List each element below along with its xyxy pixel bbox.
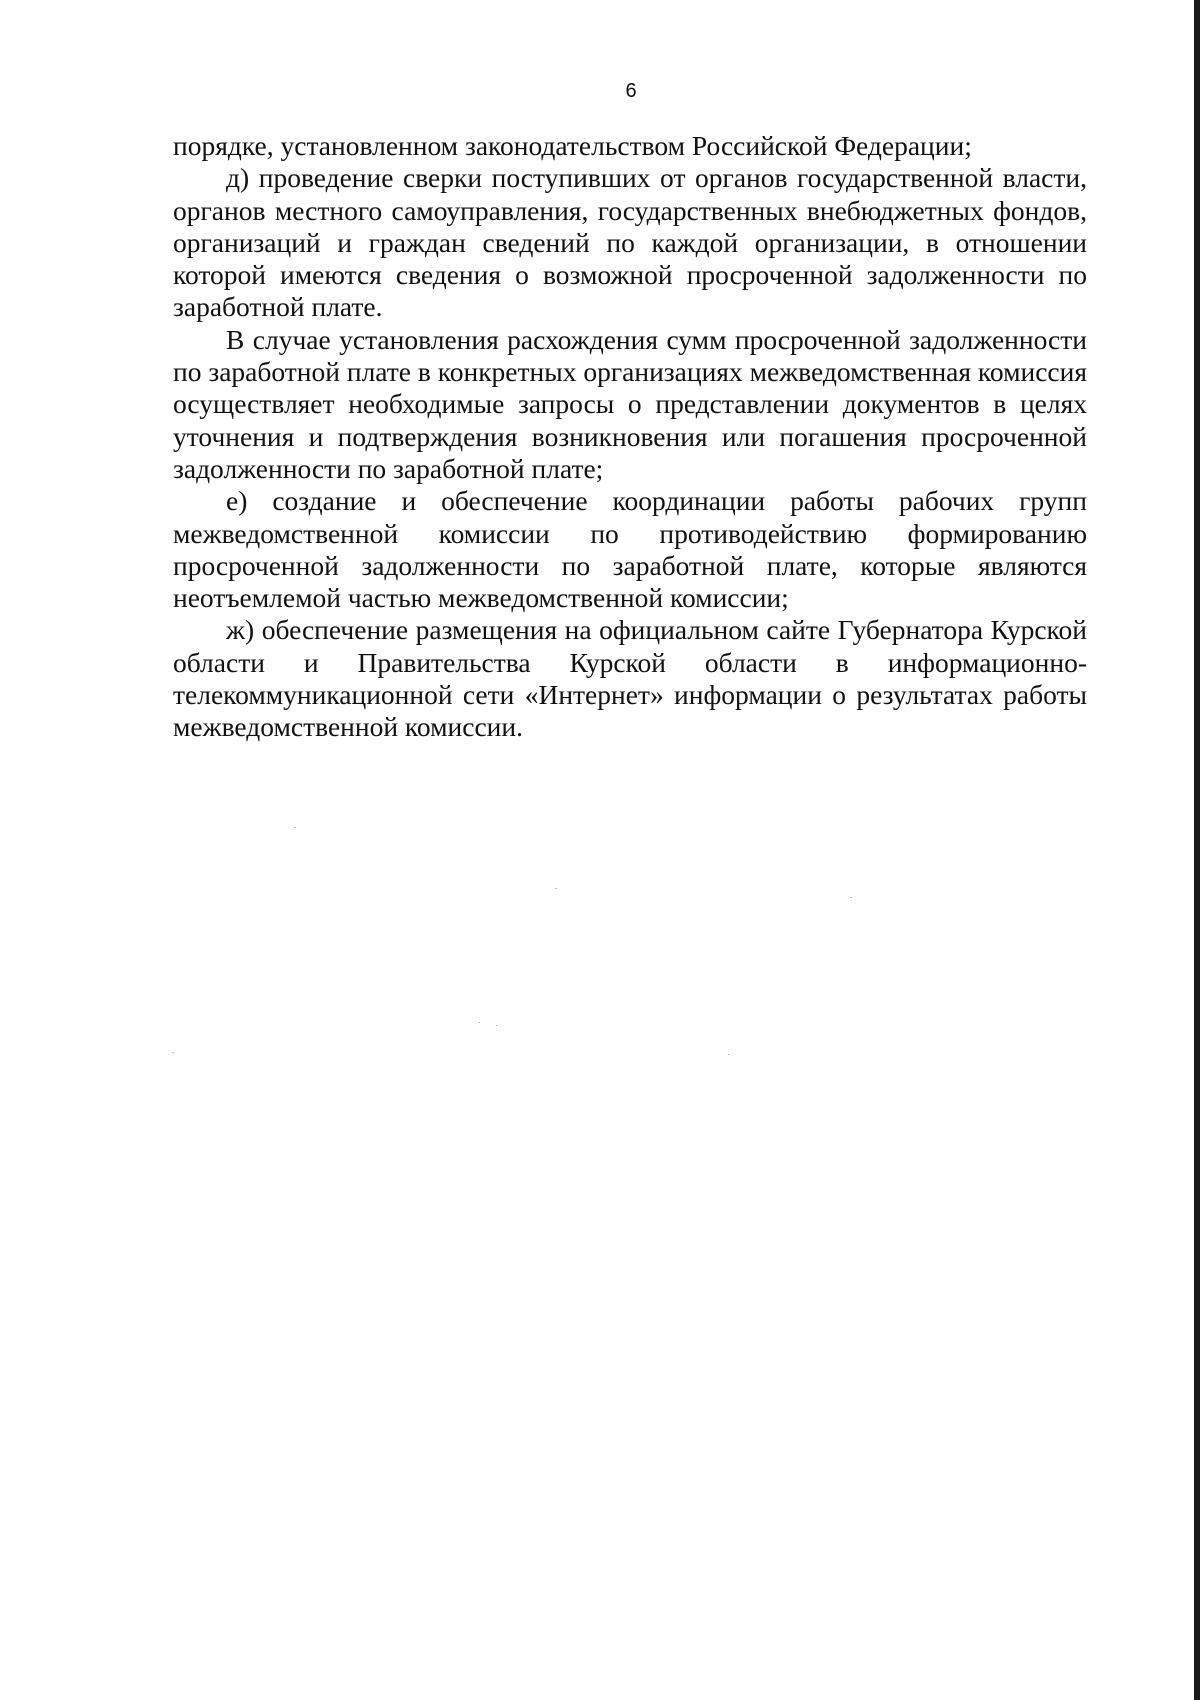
scan-speck	[478, 1022, 480, 1023]
paragraph-continuation: порядке, установленном законодательством Российской Федерации;	[173, 130, 972, 161]
page-number: 6	[625, 80, 637, 102]
paragraph-item-e: е) создание и обеспечение координации работы рабочих групп межведомственной комиссии по противодействию формированию просроченной задолженности по заработной плате, которые являются неотъемлемой частью межведомственной комиссии;	[173, 485, 1087, 614]
scan-speck	[172, 1052, 174, 1053]
scan-speck	[728, 1054, 730, 1055]
scan-speck	[555, 888, 557, 889]
scan-speck	[850, 897, 852, 898]
scan-speck	[294, 827, 296, 828]
scan-speck	[496, 1025, 498, 1026]
scan-edge	[1194, 0, 1200, 1700]
paragraph-item-zh: ж) обеспечение размещения на официальном сайте Губернатора Курской области и Правительства Курской области в информационно-телекоммуникационной сети «Интернет» информации о результатах работы межведомственной комиссии.	[173, 614, 1087, 743]
paragraph-discrepancy: В случае установления расхождения сумм просроченной задолженности по заработной плате в конкретных организациях межведомственная комиссия осуществляет необходимые запросы о представлении документов в целях уточнения и подтверждения возникновения или погашения просроченной задолженности по заработной плате;	[173, 323, 1087, 484]
body-text	[173, 130, 1087, 744]
paragraph-item-d: д) проведение сверки поступивших от органов государственной власти, органов местного самоуправления, государственных внебюджетных фондов, организаций и граждан сведений по каждой организации, в отношении которой имеются сведения о возможной просроченной задолженности по заработной плате.	[173, 162, 1087, 323]
